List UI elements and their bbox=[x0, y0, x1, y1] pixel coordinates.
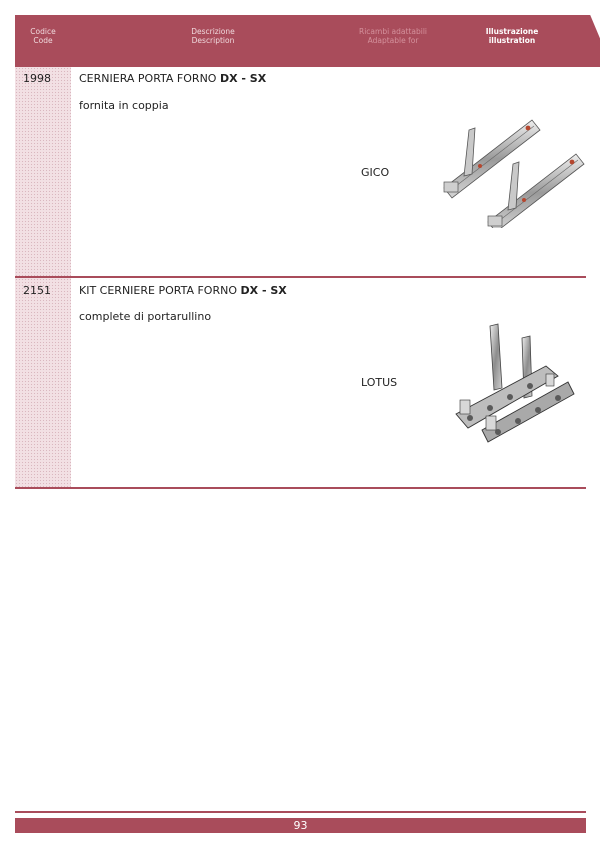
header-desc-en: Description bbox=[191, 36, 235, 45]
item-title-text: KIT CERNIERE PORTA FORNO bbox=[79, 284, 241, 297]
header-fit-en: Adaptable for bbox=[367, 36, 419, 45]
item-title bbox=[79, 284, 287, 297]
header-ill-en: illustration bbox=[488, 36, 536, 45]
item-title bbox=[79, 72, 266, 85]
oven-hinge-kit-icon bbox=[446, 318, 578, 446]
oven-door-hinge-pair-icon bbox=[436, 108, 586, 228]
header-ill-it: Illustrazione bbox=[485, 27, 539, 36]
header-code-en: Code bbox=[33, 36, 53, 45]
header-code-it: Codice bbox=[30, 27, 56, 36]
code-column-row-1 bbox=[15, 67, 71, 276]
row-divider bbox=[15, 276, 586, 278]
item-code: 1998 bbox=[23, 72, 51, 85]
item-title-bold: DX - SX bbox=[240, 284, 287, 297]
code-column-row-2 bbox=[15, 278, 71, 487]
item-subtitle: fornita in coppia bbox=[79, 99, 169, 112]
item-adaptable-for: LOTUS bbox=[361, 376, 398, 389]
item-code: 2151 bbox=[23, 284, 51, 297]
header-tab bbox=[586, 15, 600, 67]
item-subtitle: complete di portarullino bbox=[79, 310, 212, 323]
item-title-bold: DX - SX bbox=[219, 72, 267, 85]
header-description bbox=[72, 27, 354, 45]
header-desc-it: Descrizione bbox=[191, 27, 235, 36]
row-divider bbox=[15, 487, 586, 489]
header-code bbox=[15, 27, 71, 45]
footer-divider bbox=[15, 811, 586, 813]
header-adaptable bbox=[355, 27, 431, 45]
header-illustration bbox=[442, 27, 582, 45]
item-title-text: CERNIERA PORTA FORNO bbox=[79, 72, 220, 85]
page-number: 93 bbox=[15, 818, 586, 833]
header-fit-it: Ricambi adattabili bbox=[359, 27, 427, 36]
item-adaptable-for: GICO bbox=[361, 166, 390, 179]
